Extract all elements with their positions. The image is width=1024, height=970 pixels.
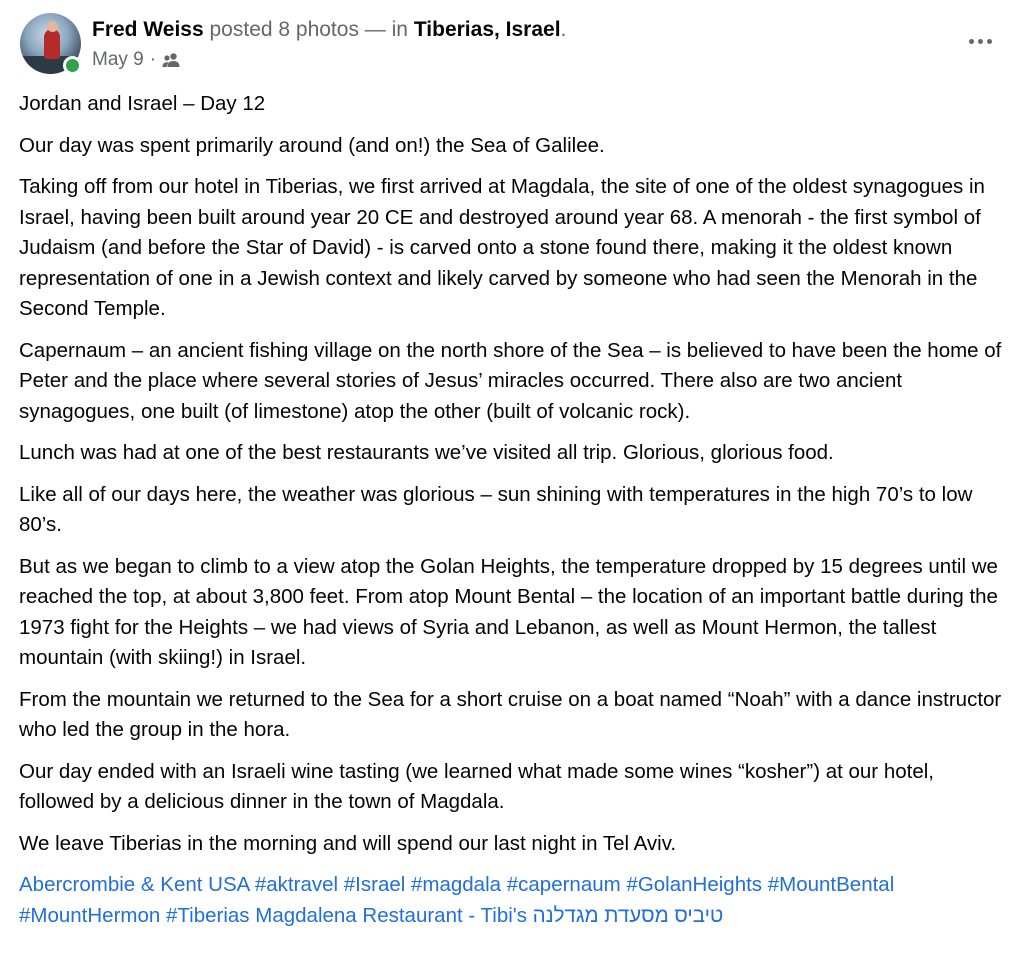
avatar-head [47,21,58,32]
hashtag-aktravel[interactable]: #aktravel [254,873,339,896]
hashtag-magdala[interactable]: #magdala [411,873,502,896]
avatar-person [44,29,60,59]
in-word: in [391,18,408,41]
post-paragraph: Our day was spent primarily around (and on!) the Sea of Galilee. [19,133,605,157]
more-dot [987,39,992,44]
tag-link-magdalena-restaurant[interactable]: Magdalena Restaurant - Tibi's טיביס מסעדת מגדלנה [255,903,724,927]
post-meta [92,48,180,72]
location-link[interactable]: Tiberias, Israel [413,18,561,41]
post-date[interactable]: May 9 [92,49,144,70]
tags-paragraph [19,870,1009,931]
post-paragraph: Taking off from our hotel in Tiberias, we first arrived at Magdala, the site of one of the oldest synagogues in Israel, having been built around year 20 CE and destroyed around year 68. A menorah - the first symbol of Judaism (and before the Star of David) - is carved onto a stone found there, making it the oldest known representation of one in a Jewish context and likely carved by someone who had seen the Menorah in the Second Temple. [19,175,985,320]
hashtag-israel[interactable]: #Israel [343,873,406,896]
tag-link-abercrombie-kent[interactable]: Abercrombie & Kent USA [19,873,250,896]
location-period: . [560,18,567,41]
more-dot [978,39,983,44]
post-paragraph: From the mountain we returned to the Sea for a short cruise on a boat named “Noah” with a dance instructor who led the group in the hora. [19,687,1002,741]
post-paragraph: Like all of our days here, the weather was glorious – sun shining with temperatures in the high 70’s to low 80’s. [19,482,973,536]
post-body [19,89,1009,942]
post-paragraph: Capernaum – an ancient fishing village on the north shore of the Sea – is believed to have been the home of Peter and the place where several stories of Jesus’ miracles occurred. There also are two ancient synagogues, one built (of limestone) atop the other (built of volcanic rock). [19,338,1002,423]
more-options-button[interactable] [960,27,1000,55]
more-dot [969,39,974,44]
post-paragraph: Jordan and Israel – Day 12 [19,92,266,115]
post-action: posted 8 photos [209,18,359,41]
post-paragraph: But as we began to climb to a view atop the Golan Heights, the temperature dropped by 15 degrees until we reached the top, at about 3,800 feet. From atop Mount Bental – the location of an important battle during the 1973 fight for the Heights – we had views of Syria and Lebanon, as well as Mount Hermon, the tallest mountain (with skiing!) in Israel. [19,554,998,669]
meta-separator: · [149,49,157,70]
hashtag-tiberias[interactable]: #Tiberias [166,903,250,927]
post-paragraph: We leave Tiberias in the morning and will spend our last night in Tel Aviv. [19,831,677,855]
post-header [20,13,1010,77]
online-status-dot [63,56,82,75]
hashtag-mountbental[interactable]: #MountBental [767,873,895,896]
author-name[interactable]: Fred Weiss [92,18,204,41]
hashtag-golanheights[interactable]: #GolanHeights [626,873,763,896]
hashtag-mounthermon[interactable]: #MountHermon [19,903,161,927]
friends-icon[interactable] [162,52,180,68]
post-paragraph: Lunch was had at one of the best restaurants we’ve visited all trip. Glorious, glorious food. [19,441,834,464]
title-dash: — [364,18,386,41]
post-paragraph: Our day ended with an Israeli wine tasting (we learned what made some wines “kosher”) at our hotel, followed by a delicious dinner in the town of Magdala. [19,759,934,813]
hashtag-capernaum[interactable]: #capernaum [506,873,621,896]
post-title [92,17,566,43]
